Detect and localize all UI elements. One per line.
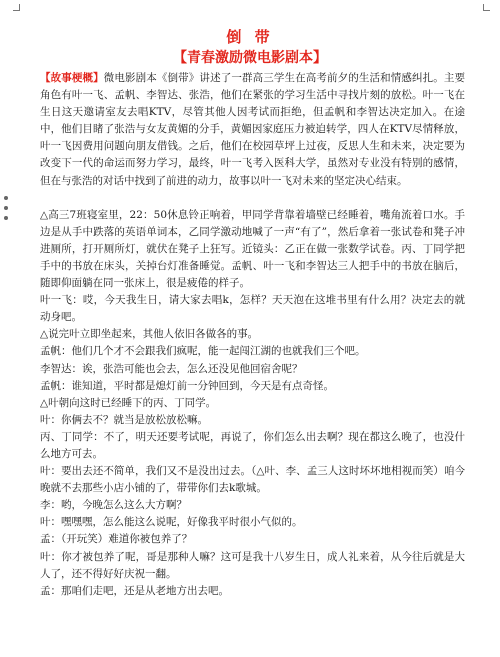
handle-dot: [4, 206, 8, 210]
synopsis-tag: 【故事梗概】: [40, 72, 104, 84]
synopsis-text: 微电影剧本《倒带》讲述了一群高三学生在高考前夕的生活和情感纠扎。主要角色有叶一飞、孟帆、李智达、张浩，他们在紧张的学习生活中寻找片刻的放松。叶一飞在生日这天邀请室友去唱KTV，尽管其他人因考试而拒绝，但孟帆和李智达决定加入。在途中，他们目睹了张浩与女友黄媚的分手，黄媚因家庭压力被迫转学，四人在KTV尽情释放，叶一飞因费用问题向朋友借钱。之后，他们在校园草坪上过夜，反思人生和未来，决定要为改变下一代的命运而努力学习，最终，叶一飞考入医科大学，虽然对专业没有特别的感情，但在与张浩的对话中找到了前进的动力，故事以叶一飞对未来的坚定决心结束。: [40, 72, 466, 187]
script-paragraph: 叶：嘿嘿嘿，怎么能这么说呢，好像我平时很小气似的。: [40, 516, 303, 529]
script-paragraph: 李智达：诶，张浩可能也会去，怎么还没见他回宿舍呢？: [40, 362, 303, 375]
script-paragraph: 孟：那咱们走吧，还是从老地方出去吧。: [40, 584, 229, 597]
script-paragraph: 叶：你俩去不？就当是放松放松嘛。: [40, 413, 208, 426]
script-paragraph: 孟帆：他们几个才不会跟我们疯呢，能一起闯江湖的也就我们三个吧。: [40, 345, 366, 358]
script-paragraph: 李：哟，今晚怎么这么大方啊？: [40, 499, 187, 512]
script-paragraph: △高三7班寝室里，22：50休息铃正响着，甲同学背靠着墙壁已经睡着，嘴角流着口水。手边是从手中跌落的英语单词本，乙同学激动地喊了一声“有了”，然后拿着一张试卷和凳子冲进厕所，打开厕所灯，就伏在凳子上狂写。近镜头：乙正在做一张数学试卷。丙、丁同学把手中的书放在床头，关掉台灯准备睡觉。孟帆、叶一飞和李智达三人把手中的书放在脑后，随即仰面躺在同一张床上，很是疲倦的样子。: [40, 208, 465, 290]
script-paragraph: 孟：（开玩笑）难道你被包养了？: [40, 533, 193, 546]
paragraph-gap: [40, 190, 465, 207]
script-paragraph: 丙、丁同学：不了，明天还要考试呢，再说了，你们怎么出去啊？现在都这么晚了，也没什么地方可去。: [40, 430, 465, 460]
document-title: 倒 带: [226, 28, 274, 46]
handle-dot: [4, 216, 8, 220]
script-paragraph: △叶朝向这时已经睡下的丙、丁同学。: [40, 396, 217, 409]
script-paragraph: 孟帆：谁知道，平时都是熄灯前一分钟回到，今天是有点奇怪。: [40, 379, 334, 392]
script-paragraph: 叶：你才被包养了呢，哥是那种人嘛？这可是我十八岁生日，成人礼来着，从今往后就是大人了，还不得好好庆祝一翻。: [40, 550, 465, 580]
handle-dot: [4, 196, 8, 200]
document-body: [40, 70, 465, 600]
document-subtitle: 【青春激励微电影剧本】: [173, 50, 327, 66]
script-paragraph: △说完叶立即坐起来，其他人依旧各做各的事。: [40, 328, 259, 341]
script-paragraph: 叶：要出去还不简单，我们又不是没出过去。（△叶、李、孟三人这时坏坏地相视而笑）咱今晚就不去那些小店小铺的了，带带你们去k歌城。: [40, 465, 465, 495]
script-paragraph: 叶一飞：哎，今天我生日，请大家去唱k，怎样？天天泡在这堆书里有什么用？决定去的就动身吧。: [40, 294, 465, 324]
synopsis-paragraph: [40, 70, 465, 190]
crop-mark-top-right: [483, 4, 490, 11]
margin-handle[interactable]: [4, 196, 8, 226]
crop-mark-top-left: [13, 4, 20, 11]
